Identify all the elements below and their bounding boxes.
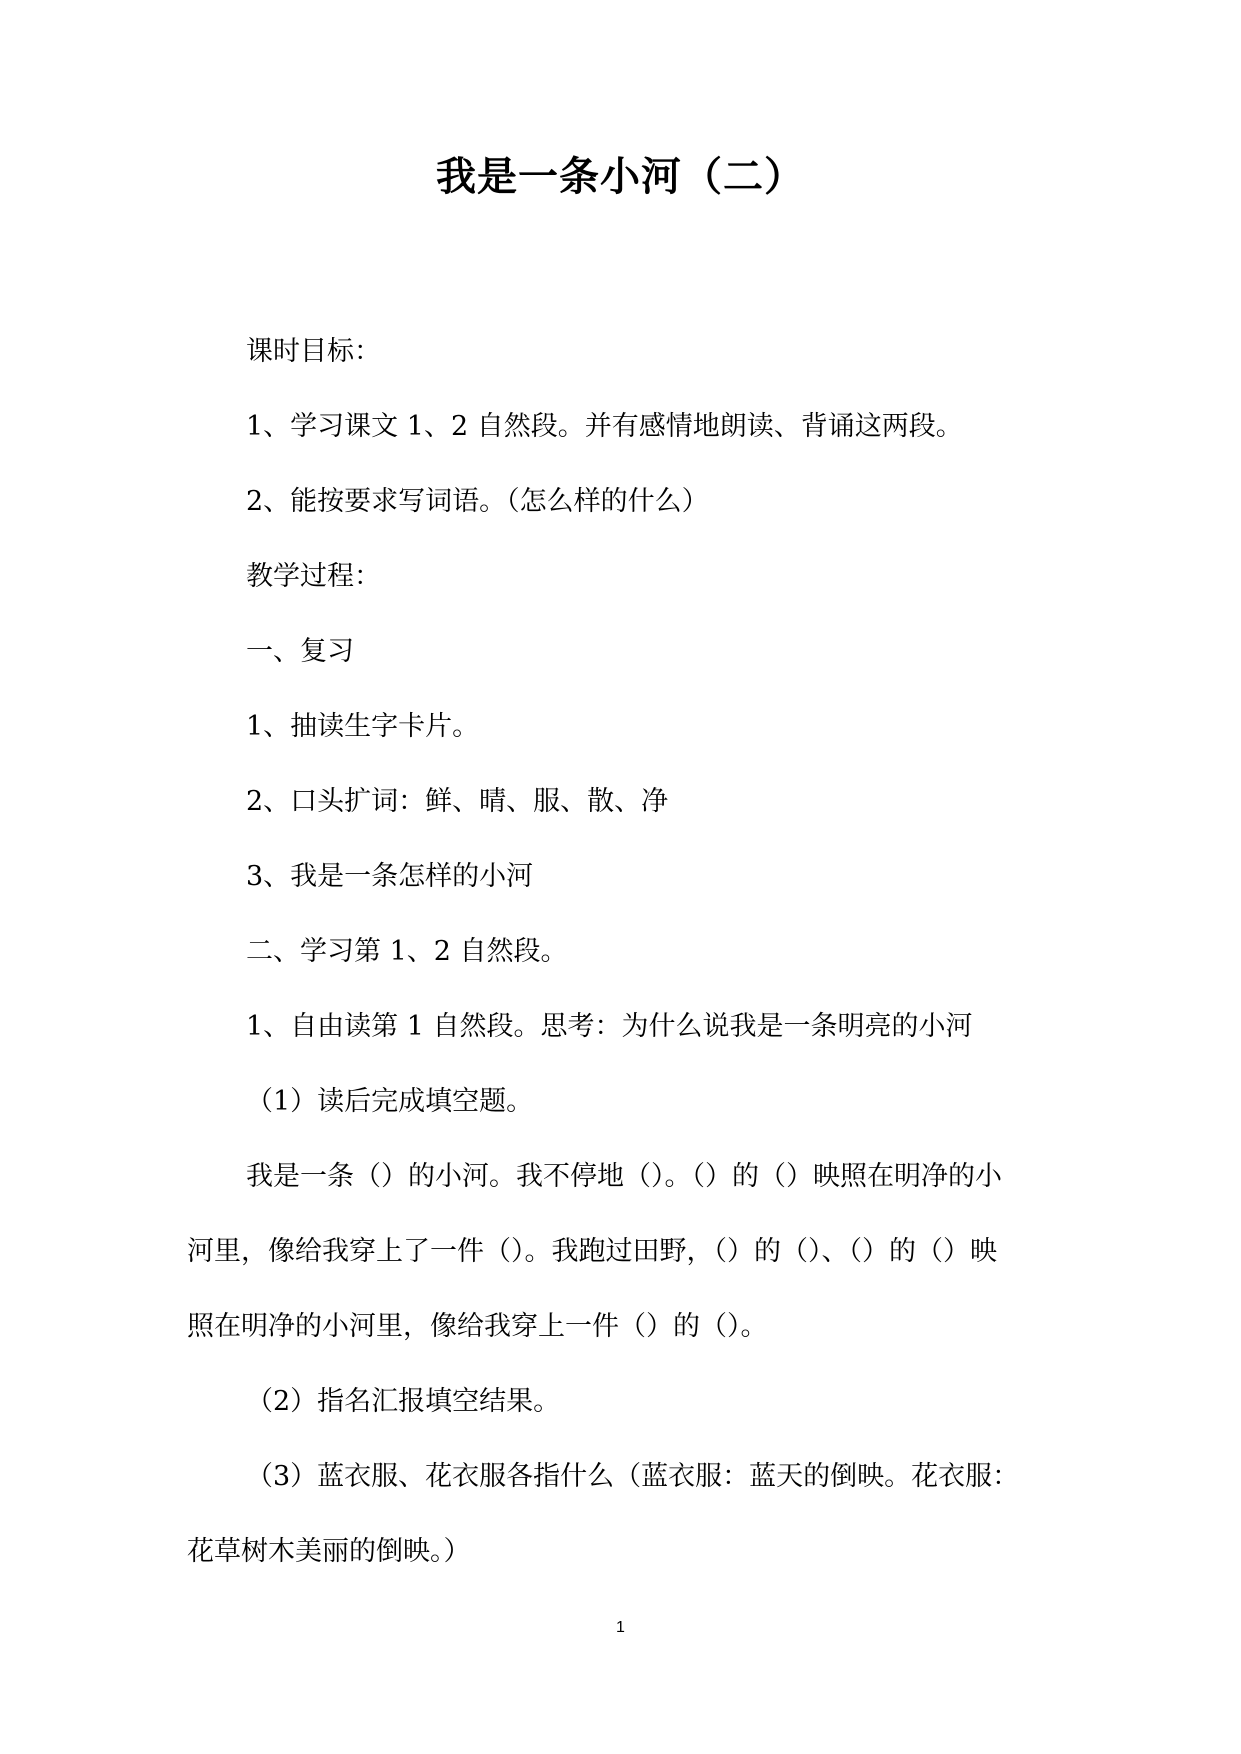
text-line: 1、自由读第 1 自然段。思考：为什么说我是一条明亮的小河 xyxy=(246,1011,973,1042)
text-line: 教学过程： xyxy=(246,561,381,592)
text-line: 课时目标： xyxy=(246,336,381,367)
text-line: 1、抽读生字卡片。 xyxy=(246,711,480,742)
text-line: 花草树木美丽的倒映。） xyxy=(187,1536,471,1567)
text-line: 2、口头扩词：鲜、晴、服、散、净 xyxy=(246,786,669,817)
text-line: 1、学习课文 1、2 自然段。并有感情地朗读、背诵这两段。 xyxy=(246,411,963,442)
page-number: 1 xyxy=(616,1619,625,1636)
text-line: 2、能按要求写词语。（怎么样的什么） xyxy=(246,486,709,517)
document-title: 我是一条小河（二） xyxy=(436,153,805,200)
text-line: 我是一条（）的小河。我不停地（）。（）的（）映照在明净的小 xyxy=(246,1161,1002,1192)
text-line: 河里，像给我穿上了一件（）。我跑过田野，（）的（）、（）的（）映 xyxy=(187,1236,997,1267)
text-line: 3、我是一条怎样的小河 xyxy=(246,861,534,892)
text-line: 照在明净的小河里，像给我穿上一件（）的（）。 xyxy=(187,1311,768,1342)
text-line: （1）读后完成填空题。 xyxy=(246,1086,534,1117)
text-line: 二、学习第 1、2 自然段。 xyxy=(246,936,568,967)
text-line: （3）蓝衣服、花衣服各指什么（蓝衣服：蓝天的倒映。花衣服： xyxy=(246,1461,1020,1492)
text-line: 一、复习 xyxy=(246,636,354,667)
text-line: （2）指名汇报填空结果。 xyxy=(246,1386,561,1417)
